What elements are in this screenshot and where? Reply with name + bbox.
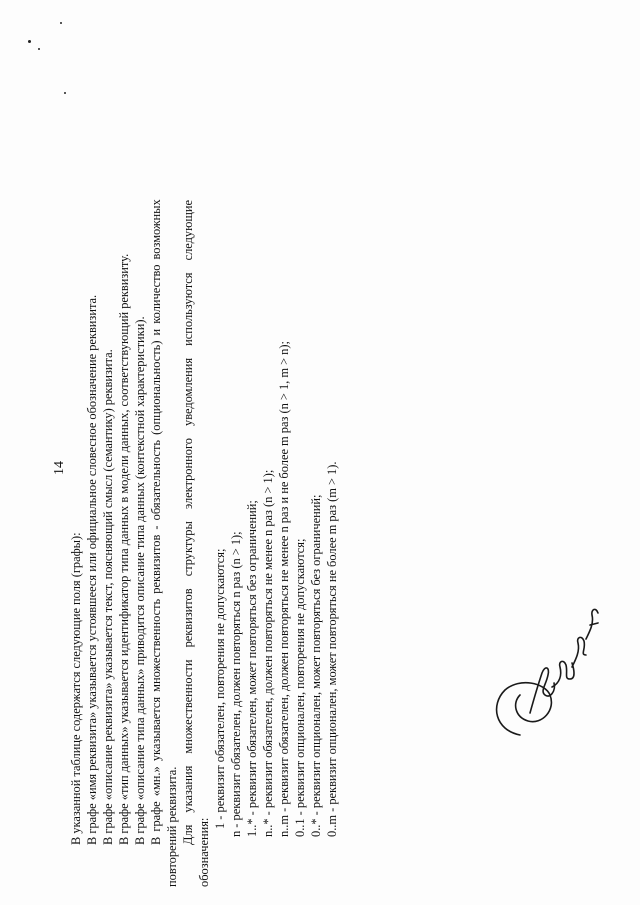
text-line-9: обозначения: [197, 817, 211, 887]
text-line-5: В графе «описание типа данных» приводится описание типа данных (контекстной характеристики). [133, 316, 147, 845]
text-line-6: В графе «мн.» указывается множественность реквизитов - обязательность (опциональность) и количество возможных [149, 199, 163, 845]
text-line-17: 0..m - реквизит опционален, может повторяться не более m раз (m > 1). [325, 461, 339, 837]
scan-speck [38, 48, 40, 50]
text-line-8: Для указания множественности реквизитов структуры электронного уведомления используются следующие [181, 199, 195, 845]
text-line-14: n..m - реквизит обязателен, должен повторяться не менее n раз и не более m раз (n > 1, m > n); [277, 341, 291, 837]
rotated-page-content [52, 55, 382, 887]
text-line-1: В указанной таблице содержатся следующие поля (графы): [69, 532, 83, 845]
handwritten-signature [490, 595, 600, 745]
page-number: 14 [52, 461, 67, 475]
text-line-11: n - реквизит обязателен, должен повторяться n раз (n > 1); [229, 531, 243, 837]
text-line-3: В графе «описание реквизита» указывается текст, поясняющий смысл (семантику) реквизита. [101, 349, 115, 845]
text-line-12: 1..* - реквизит обязателен, может повторяться без ограничений; [245, 500, 259, 837]
text-line-4: В графе «тип данных» указывается идентификатор типа данных в модели данных, соответствующий реквизиту. [117, 253, 131, 845]
text-line-16: 0..* - реквизит опционален, может повторяться без ограничений; [309, 494, 323, 837]
text-line-15: 0..1 - реквизит опционален, повторения не допускаются; [293, 538, 307, 837]
scan-speck [28, 40, 31, 43]
scan-speck [60, 22, 62, 24]
text-line-2: В графе «имя реквизита» указывается устоявшееся или официальное словесное обозначение реквизита. [85, 294, 99, 845]
text-line-7: повторений реквизита. [165, 766, 179, 887]
text-line-13: n..* - реквизит обязателен, должен повторяться не менее n раз (n > 1); [261, 469, 275, 837]
text-line-10: 1 - реквизит обязателен, повторения не допускаются; [213, 548, 227, 829]
